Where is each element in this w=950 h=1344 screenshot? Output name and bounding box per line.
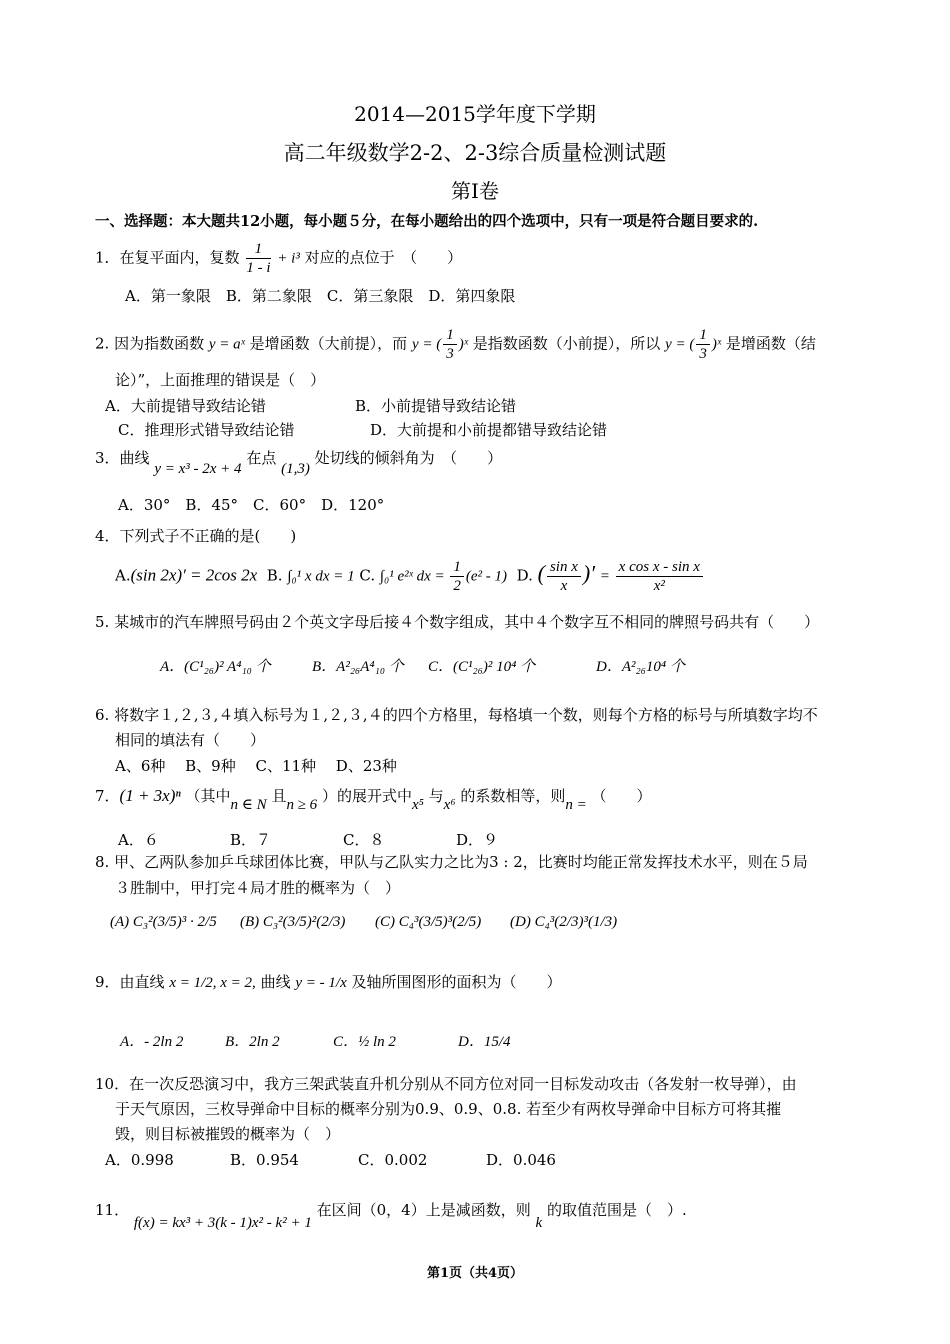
q10-option-d: D．0.046 xyxy=(486,1151,556,1169)
q7-n: n = xyxy=(565,797,587,813)
q4-optD-den1: x xyxy=(560,578,568,594)
q4-optC-label: C. xyxy=(359,566,376,585)
q3-options: A．30° B．45° C．60° D．120° xyxy=(118,496,385,514)
q1-fraction xyxy=(246,240,270,277)
q3-point: (1,3) xyxy=(281,461,310,477)
q9-eq2: y = - 1/x xyxy=(295,975,347,991)
q6-line2: 相同的填法有（ ） xyxy=(115,731,266,749)
q4-optD-label: D. xyxy=(516,566,533,585)
q4-optB-label: B. xyxy=(266,566,283,585)
q7-cond2: n ≥ 6 xyxy=(286,797,318,813)
q9-option-c: C．½ ln 2 xyxy=(333,1034,396,1050)
q5-option-c: C．(C¹₂₆)² 10⁴ 个 xyxy=(428,659,536,675)
q2-expr2a: y = ( xyxy=(411,336,442,353)
question-10-line1: 10．在一次反恐演习中，我方三架武装直升机分别从不同方位对同一目标发动攻击（各发射一枚导弹），由 xyxy=(95,1075,797,1093)
q8-option-c: (C) C₄³(3/5)³(2/5) xyxy=(375,914,482,930)
q2-option-a: A．大前提错导致结论错 xyxy=(105,397,266,415)
q9-option-a: A．- 2ln 2 xyxy=(120,1034,184,1050)
q1-suffix: 对应的点位于 （ ） xyxy=(304,248,463,267)
q11-mid: 在区间（0，4）上是减函数，则 xyxy=(316,1201,531,1219)
question-6-line1: 6. 将数字１,２,３,４填入标号为１,２,３,４的四个方格里，每格填一个数，则每个方格的标号与所填数字均不 xyxy=(95,706,818,724)
q4-optC-tail: (e² - 1) xyxy=(465,568,508,585)
page-footer: 第1页（共4页） xyxy=(426,1266,524,1281)
exam-title-main: 高二年级数学2-2、2-3综合质量检测试题 xyxy=(283,141,667,165)
q4-optD-frac2 xyxy=(616,558,703,595)
q7-prefix: 7． xyxy=(95,787,120,805)
q1-term: + i³ xyxy=(277,250,300,267)
q11-k: k xyxy=(535,1215,543,1231)
q2-option-d: D．大前提和小前提都错导致结论错 xyxy=(370,421,608,439)
q9-prefix: 9．由直线 xyxy=(95,973,165,991)
q9-option-b: B．2ln 2 xyxy=(225,1034,280,1050)
q10-option-a: A．0.998 xyxy=(105,1151,174,1169)
q1-prefix: 1．在复平面内，复数 xyxy=(95,248,240,267)
q2-frac1-num: 1 xyxy=(443,326,457,345)
q5-option-b: B．A²₂₆A⁴₁₀ 个 xyxy=(312,659,404,675)
q11-suffix: 的取值范围是（ ）. xyxy=(546,1201,687,1219)
q6-options: A、6种 B、9种 C、11种 D、23种 xyxy=(115,757,397,775)
question-9 xyxy=(95,972,562,993)
q2-frac1 xyxy=(443,326,457,363)
q2-frac1-den: 3 xyxy=(446,346,454,362)
q8-option-a: (A) C₃²(3/5)³ · 2/5 xyxy=(110,914,217,930)
question-8-line1: 8. 甲、乙两队参加乒乓球团体比赛，甲队与乙队实力之比为3 : 2，比赛时均能正常发挥技术水平，则在５局 xyxy=(95,853,808,871)
q4-optC-num: 1 xyxy=(450,558,464,577)
q4-optA-label: A. xyxy=(115,566,131,585)
q11-prefix: 11． xyxy=(95,1201,130,1219)
q7-option-a: A．６ xyxy=(118,831,159,849)
q3-suffix: 处切线的倾斜角为 （ ） xyxy=(314,449,503,467)
q4-optD-frac1 xyxy=(547,558,581,595)
q4-optD-den2: x² xyxy=(653,578,665,594)
q7-expr: (1 + 3x)ⁿ xyxy=(119,786,181,805)
q2-expr1: y = aˣ xyxy=(208,336,245,353)
exam-title-part: 第Ⅰ卷 xyxy=(451,179,499,203)
q7-mid4: 与 xyxy=(428,787,444,805)
question-5: 5. 某城市的汽车牌照号码由２个英文字母后接４个数字组成，其中４个数字互不相同的牌照号码共有（ ） xyxy=(95,613,820,631)
q8-option-d: (D) C₄³(2/3)³(1/3) xyxy=(510,914,618,930)
q2-expr3b: )ˣ xyxy=(711,336,722,353)
question-2-line1 xyxy=(95,326,816,363)
q2-expr2b: )ˣ xyxy=(458,336,468,353)
q9-eq1: x = 1/2, x = 2, xyxy=(169,975,256,991)
q7-mid1: （其中 xyxy=(185,787,231,805)
q7-suffix: （ ） xyxy=(591,787,652,805)
question-1 xyxy=(95,240,462,277)
q2-option-c: C．推理形式错导致结论错 xyxy=(118,421,295,439)
q7-option-d: D．９ xyxy=(456,831,499,849)
q7-mid2: 且 xyxy=(271,787,287,805)
q1-frac-num: 1 xyxy=(246,240,270,259)
q2-text-c: 是指数函数（小前提），所以 xyxy=(472,334,661,353)
q5-option-a: A．(C¹₂₆)² A⁴₁₀ 个 xyxy=(160,659,271,675)
q4-optA: (sin 2x)′ = 2cos 2x xyxy=(130,565,258,585)
q7-x6: x⁶ xyxy=(443,797,456,813)
q3-curve: y = x³ - 2x + 4 xyxy=(154,461,242,477)
q4-optC-frac xyxy=(450,558,464,595)
q7-option-c: C．８ xyxy=(343,831,385,849)
q2-frac2-num: 1 xyxy=(696,326,710,345)
q2-frac2-den: 3 xyxy=(699,346,707,362)
q4-optC: ∫₀¹ e²ˣ dx = xyxy=(379,568,449,585)
q11-func: f(x) = kx³ + 3(k - 1)x² - k² + 1 xyxy=(133,1215,312,1231)
q9-mid: 曲线 xyxy=(260,973,291,991)
q10-line3: 毁，则目标被摧毁的概率为（ ） xyxy=(115,1125,341,1143)
q2-option-b: B．小前提错导致结论错 xyxy=(355,397,517,415)
q2-line2: 论）”，上面推理的错误是（ ） xyxy=(115,371,326,389)
q1-frac-den: 1 - i xyxy=(246,260,271,276)
q10-option-c: C．0.002 xyxy=(358,1151,428,1169)
q7-cond1: n ∈ N xyxy=(230,797,267,813)
exam-title-year: 2014—2015学年度下学期 xyxy=(354,102,596,126)
q4-optB: ∫₀¹ x dx = 1 xyxy=(287,568,355,585)
q8-line2: ３胜制中，甲打完４局才胜的概率为（ ） xyxy=(115,879,401,897)
q2-text-b: 是增函数（大前提），而 xyxy=(249,334,408,353)
q2-text-d: 是增函数（结 xyxy=(725,334,816,353)
q8-option-b: (B) C₃²(3/5)²(2/3) xyxy=(240,914,346,930)
question-7 xyxy=(95,786,652,813)
q5-option-d: D．A²₂₆10⁴ 个 xyxy=(596,659,685,675)
q4-optC-den: 2 xyxy=(453,578,461,594)
question-11 xyxy=(95,1200,687,1231)
q9-option-d: D．15/4 xyxy=(458,1034,511,1050)
section-heading: 一、选择题：本大题共12小题，每小题５分，在每小题给出的四个选项中，只有一项是符合题目要求的. xyxy=(95,213,759,230)
q2-text-a: 2. 因为指数函数 xyxy=(95,334,205,353)
q10-option-b: B．0.954 xyxy=(230,1151,299,1169)
q7-option-b: B．７ xyxy=(230,831,272,849)
q3-prefix: 3．曲线 xyxy=(95,449,150,467)
q2-expr3a: y = ( xyxy=(665,336,695,353)
q1-options: A．第一象限 B．第二象限 C．第三象限 D．第四象限 xyxy=(125,287,516,305)
q7-mid3: ）的展开式中 xyxy=(321,787,412,805)
question-4-stem: 4．下列式子不正确的是( ) xyxy=(95,527,297,545)
q9-suffix: 及轴所围图形的面积为（ ） xyxy=(351,973,562,991)
q4-optD-num2: x cos x - sin x xyxy=(616,558,703,577)
q4-options: A.(sin 2x)′ = 2cos 2x B. ∫₀¹ x dx = 1 C. ∫₀¹ e²ˣ dx = $\frac{1}{2}$ (e² - 1) D. ( $\frac{\text{sin x}}{x}$ )′ = $\frac{\text{x cos x - sin x}}{\text{x²}}$ xyxy=(115,558,705,595)
q10-line2: 于天气原因，三枚导弹命中目标的概率分别为0.9、0.9、0.8. 若至少有两枚导弹命中目标方可将其摧 xyxy=(115,1100,782,1118)
question-3 xyxy=(95,448,503,477)
q2-frac2 xyxy=(696,326,710,363)
q4-optD-num1: sin x xyxy=(547,558,581,577)
q3-mid: 在点 xyxy=(246,449,277,467)
q7-x5: x⁵ xyxy=(411,797,424,813)
q7-mid5: 的系数相等，则 xyxy=(460,787,566,805)
